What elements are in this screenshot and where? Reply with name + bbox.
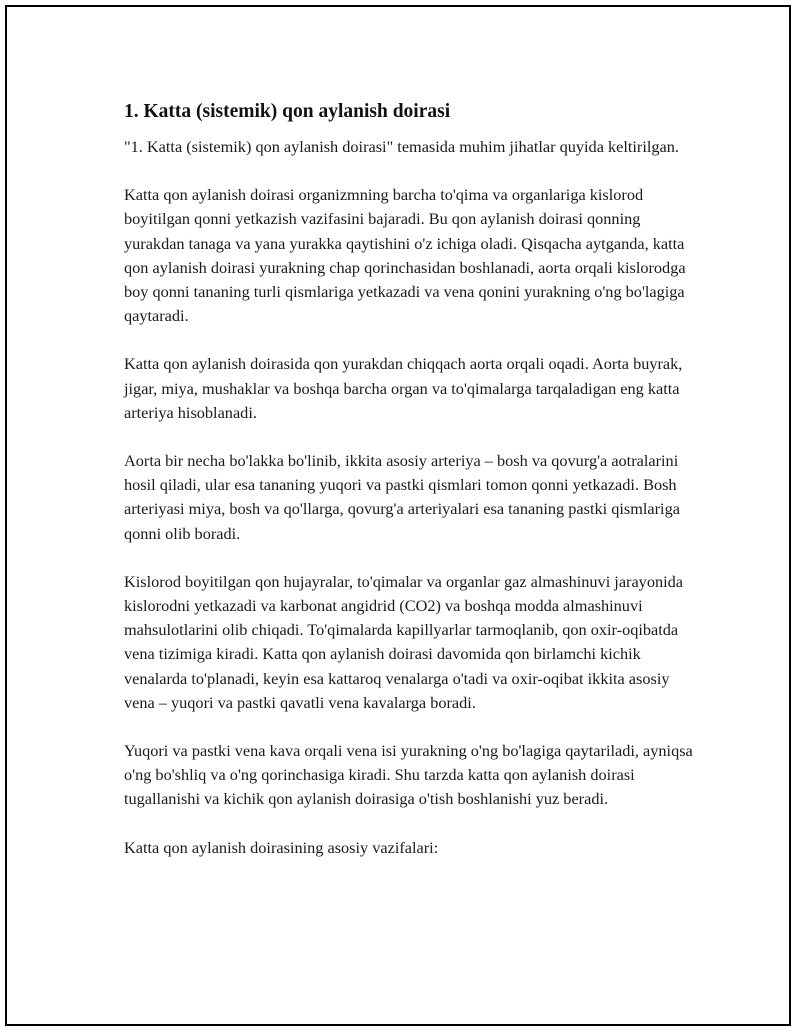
document-body [124,99,704,884]
paragraph: Katta qon aylanish doirasida qon yurakdan chiqqach aorta orqali oqadi. Aorta buyrak, jigar, miya, mushaklar va boshqa barcha organ va to'qimalarga tarqaladigan eng katta arteriya hisoblanadi. [124,354,683,422]
paragraph: Katta qon aylanish doirasi organizmning barcha to'qima va organlariga kislorod boyitilgan qonni yetkazish vazifasini bajaradi. Bu qon aylanish doirasi qonning yurakdan tanaga va yana yurakka qaytishini o'z ichiga oladi. Qisqacha aytganda, katta qon aylanish doirasi yurakning chap qorinchasidan boshlanadi, aorta orqali kislorodga boy qonni tananing turli qismlariga yetkazadi va vena qonini yurakning o'ng bo'lagiga qaytaradi. [124,185,686,326]
paragraph: Kislorod boyitilgan qon hujayralar, to'qimalar va organlar gaz almashinuvi jarayonida kislorodni yetkazadi va karbonat angidrid (CO2) va boshqa modda almashinuvi mahsulotlarini olib chiqadi. To'qimalarda kapillyarlar tarmoqlanib, qon oxir-oqibatda vena tizimiga kiradi. Katta qon aylanish doirasi davomida qon birlamchi kichik venalarda to'planadi, keyin esa kattaroq venalarga o'tadi va oxir-oqibat ikkita asosiy vena – yuqori va pastki qavatli vena kavalarga boradi. [124,571,683,712]
section-lead-paragraph: Katta qon aylanish doirasining asosiy vazifalari: [124,837,439,857]
intro-paragraph: "1. Katta (sistemik) qon aylanish doirasi" temasida muhim jihatlar quyida keltirilgan. [124,137,679,156]
paragraph: Yuqori va pastki vena kava orqali vena isi yurakning o'ng bo'lagiga qaytariladi, ayniqsa o'ng bo'shliq va o'ng qorinchasiga kiradi. Shu tarzda katta qon aylanish doirasi tugallanishi va kichik qon aylanish doirasiga o'tish boshlanishi yuz beradi. [124,741,693,809]
paragraph: Aorta bir necha bo'lakka bo'linib, ikkita asosiy arteriya – bosh va qovurg'a aotralarini hosil qiladi, ular esa tananing yuqori va pastki qismlari tomon qonni yetkazadi. Bosh arteriyasi miya, bosh va qo'llarga, qovurg'a arteriyalari esa tananing pastki qismlariga qonni olib boradi. [124,451,680,543]
page-frame [5,5,791,1026]
document-title: 1. Katta (sistemik) qon aylanish doirasi [124,101,451,122]
